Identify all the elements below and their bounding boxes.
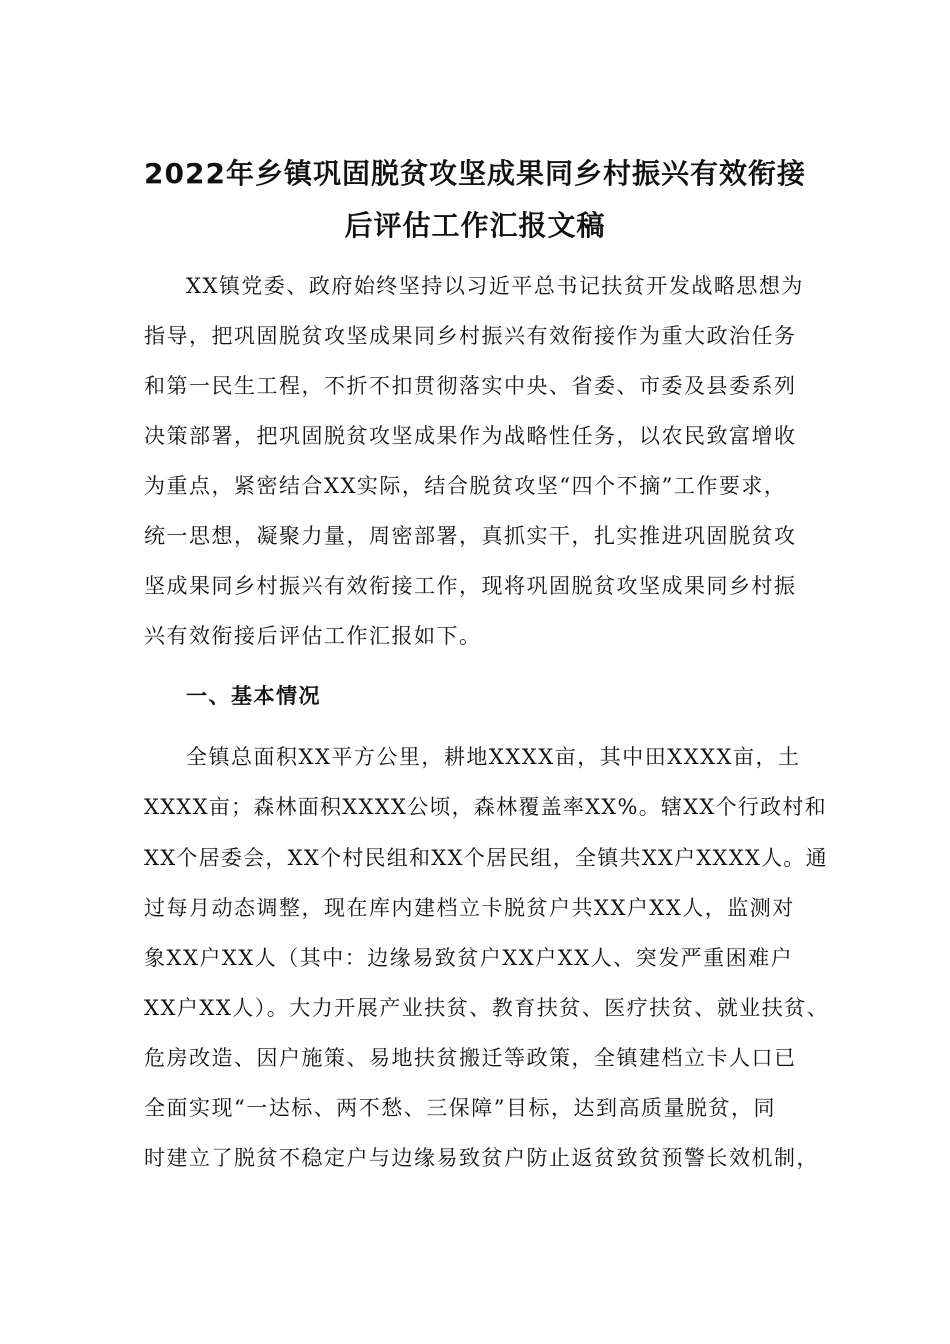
intro-paragraph-line: XX镇党委、政府始终坚持以习近平总书记扶贫开发战略思想为 — [186, 274, 804, 298]
document-title-line-2: 后评估工作汇报文稿 — [344, 209, 606, 242]
section1-paragraph-line: 过每月动态调整，现在库内建档立卡脱贫户共XX户XX人，监测对 — [144, 896, 795, 920]
intro-paragraph-line: 坚成果同乡村振兴有效衔接工作，现将巩固脱贫攻坚成果同乡村振 — [144, 574, 797, 598]
section1-paragraph-line: XX户XX人）。大力开展产业扶贫、教育扶贫、医疗扶贫、就业扶贫、 — [144, 996, 830, 1020]
section1-paragraph-line: XX个居委会，XX个村民组和XX个居民组，全镇共XX户XXXX人。通 — [144, 846, 828, 870]
intro-paragraph-line: 为重点，紧密结合XX实际，结合脱贫攻坚“四个不摘”工作要求， — [144, 474, 787, 498]
intro-paragraph-line: 指导，把巩固脱贫攻坚成果同乡村振兴有效衔接作为重大政治任务 — [144, 324, 797, 348]
intro-paragraph-line: 决策部署，把巩固脱贫攻坚成果作为战略性任务，以农民致富增收 — [144, 424, 797, 448]
intro-paragraph-line: 统一思想，凝聚力量，周密部署，真抓实干，扎实推进巩固脱贫攻 — [144, 524, 797, 548]
section1-paragraph-line: 危房改造、因户施策、易地扶贫搬迁等政策，全镇建档立卡人口已 — [144, 1046, 797, 1070]
section1-paragraph-line: 全镇总面积XX平方公里，耕地XXXX亩，其中田XXXX亩，土 — [186, 745, 801, 769]
section1-paragraph-line: XXXX亩；森林面积XXXX公顷，森林覆盖率XX%。辖XX个行政村和 — [144, 795, 827, 819]
section1-paragraph-line: 时建立了脱贫不稳定户与边缘易致贫户防止返贫致贫预警长效机制， — [144, 1146, 819, 1170]
section1-paragraph-line: 全面实现“一达标、两不愁、三保障”目标，达到高质量脱贫，同 — [144, 1096, 776, 1120]
section1-paragraph-line: 象XX户XX人（其中：边缘易致贫户XX户XX人、突发严重困难户 — [144, 946, 794, 970]
intro-paragraph-line: 兴有效衔接后评估工作汇报如下。 — [144, 624, 482, 648]
document-title-line-1: 2022年乡镇巩固脱贫攻坚成果同乡村振兴有效衔接 — [144, 157, 806, 190]
section-heading-basic-info: 一、基本情况 — [186, 684, 321, 708]
intro-paragraph-line: 和第一民生工程，不折不扣贯彻落实中央、省委、市委及县委系列 — [144, 374, 797, 398]
